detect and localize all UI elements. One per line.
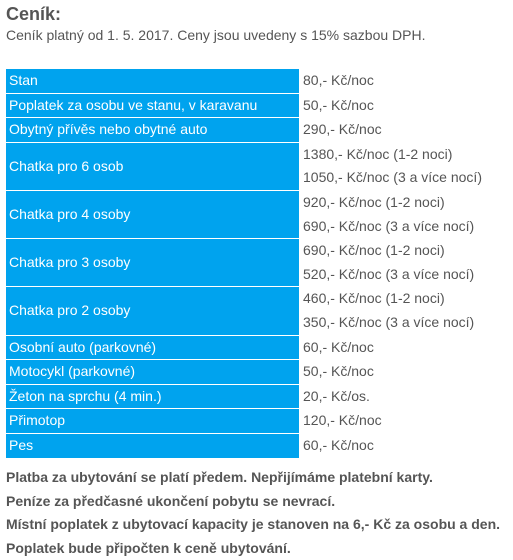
item-name-cell: Motocykl (parkovné) xyxy=(6,360,303,385)
item-name-cell: Přimotop xyxy=(6,409,303,434)
price-value: 690,- Kč/noc (1-2 noci) xyxy=(303,242,445,259)
price-value: 1050,- Kč/noc (3 a více nocí) xyxy=(303,169,482,186)
price-row xyxy=(6,239,506,287)
price-value: 50,- Kč/noc xyxy=(303,96,374,113)
item-name-cell: Chatka pro 4 osoby xyxy=(6,191,303,239)
price-table-body xyxy=(6,69,506,459)
price-value: 120,- Kč/noc xyxy=(303,412,382,429)
price-value: 690,- Kč/noc (3 a více nocí) xyxy=(303,217,475,234)
price-row xyxy=(6,69,506,94)
price-row xyxy=(6,409,506,434)
price-row xyxy=(6,118,506,143)
price-value: 60,- Kč/noc xyxy=(303,436,374,453)
price-value: 50,- Kč/noc xyxy=(303,363,374,380)
price-value: 1380,- Kč/noc (1-2 noci) xyxy=(303,145,453,162)
item-name-cell: Obytný přívěs nebo obytné auto xyxy=(6,118,303,143)
item-price-cell xyxy=(303,409,506,434)
price-table xyxy=(6,69,506,459)
page-title: Ceník: xyxy=(6,4,62,24)
price-row xyxy=(6,143,506,191)
item-name-cell: Poplatek za osobu ve stanu, v karavanu xyxy=(6,94,303,119)
item-name-cell: Osobní auto (parkovné) xyxy=(6,336,303,361)
item-name-cell: Chatka pro 3 osoby xyxy=(6,239,303,287)
price-row xyxy=(6,336,506,361)
price-row xyxy=(6,385,506,410)
price-value: 290,- Kč/noc xyxy=(303,121,382,138)
item-price-cell xyxy=(303,360,506,385)
price-value: 80,- Kč/noc xyxy=(303,72,374,88)
item-price-cell xyxy=(303,191,506,239)
price-value: 520,- Kč/noc (3 a více nocí) xyxy=(303,265,475,282)
item-price-cell xyxy=(303,143,506,191)
item-price-cell xyxy=(303,69,506,94)
item-price-cell xyxy=(303,239,506,287)
item-price-cell xyxy=(303,434,506,459)
item-price-cell xyxy=(303,336,506,361)
price-row xyxy=(6,360,506,385)
item-name-cell: Žeton na sprchu (4 min.) xyxy=(6,385,303,410)
item-name-cell: Chatka pro 6 osob xyxy=(6,143,303,191)
item-price-cell xyxy=(303,385,506,410)
item-price-cell xyxy=(303,94,506,119)
price-row xyxy=(6,94,506,119)
price-value: 60,- Kč/noc xyxy=(303,338,374,355)
item-name-cell: Stan xyxy=(6,69,303,94)
item-name-cell: Pes xyxy=(6,434,303,459)
price-validity-text: Ceník platný od 1. 5. 2017. Ceny jsou uvedeny s 15% sazbou DPH. xyxy=(6,27,426,43)
note-payment: Platba za ubytování se platí předem. Nepřijímáme platební karty. xyxy=(6,469,433,485)
item-price-cell xyxy=(303,287,506,335)
note-local-fee: Místní poplatek z ubytovací kapacity je stanoven na 6,- Kč za osobu a den. Poplatek bude připočten k ceně ubytování. xyxy=(6,516,501,556)
price-value: 20,- Kč/os. xyxy=(303,387,370,404)
price-value: 920,- Kč/noc (1-2 noci) xyxy=(303,193,445,210)
price-value: 350,- Kč/noc (3 a více nocí) xyxy=(303,313,475,330)
price-row xyxy=(6,434,506,459)
item-price-cell xyxy=(303,118,506,143)
price-row xyxy=(6,191,506,239)
item-name-cell: Chatka pro 2 osoby xyxy=(6,287,303,335)
price-row xyxy=(6,287,506,335)
notes-section xyxy=(6,466,506,560)
note-refund: Peníze za předčasné ukončení pobytu se nevrací. xyxy=(6,492,336,509)
price-value: 460,- Kč/noc (1-2 noci) xyxy=(303,290,445,307)
